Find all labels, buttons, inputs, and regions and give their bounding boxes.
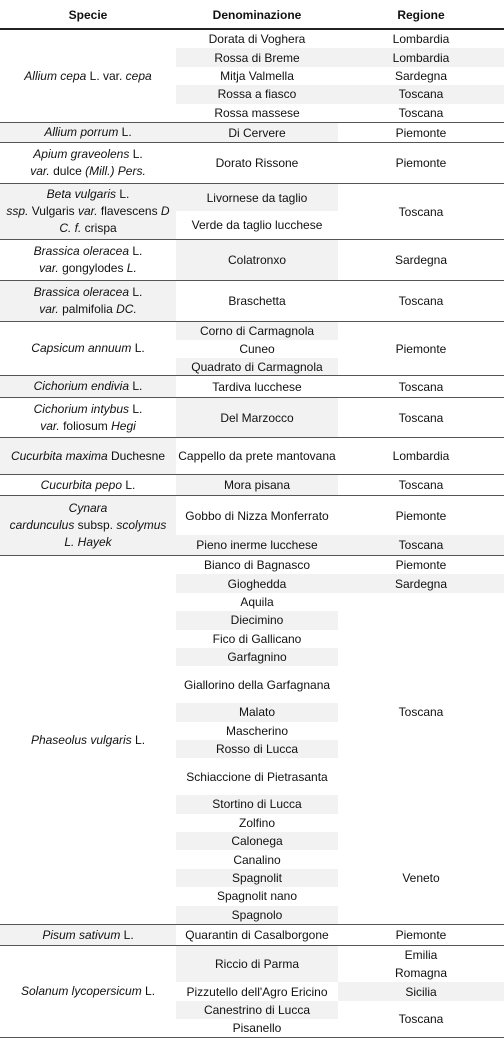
- region-name: Sardegna: [394, 68, 448, 83]
- region-cell: [338, 593, 504, 832]
- region-name: Sardegna: [394, 576, 448, 591]
- species-line: [33, 146, 142, 163]
- region-cell: [338, 1001, 504, 1037]
- species-qualifier: L.: [118, 125, 132, 139]
- region-cell: [338, 322, 504, 375]
- species-cell: [0, 123, 176, 142]
- species-name: Cichorium intybus: [33, 401, 130, 416]
- region-cell: [338, 574, 504, 592]
- species-cell: [0, 946, 176, 1037]
- denomination-cell: Fico di Gallicano: [212, 631, 302, 646]
- denomination-cell: Quarantin di Casalborgone: [185, 928, 329, 942]
- species-qualifier: L.: [129, 401, 143, 416]
- species-name: Solanum lycopersicum: [20, 984, 142, 998]
- denomination-cell: Garfagnino: [176, 648, 338, 666]
- species-qualifier: L.: [141, 984, 156, 998]
- region-cell: [338, 123, 504, 142]
- region-cell: [338, 30, 504, 48]
- header-region: Regione: [338, 4, 504, 26]
- species-qualifier: flavescens: [100, 204, 158, 218]
- region-name: Veneto: [402, 871, 440, 885]
- species-line: [64, 534, 111, 551]
- denomination-cell: Canestrino di Lucca: [176, 1001, 338, 1019]
- species-line: [6, 203, 169, 220]
- species-name: Capsicum annuum: [31, 341, 132, 355]
- region-cell: [338, 184, 504, 239]
- species-qualifier: L.: [120, 927, 134, 942]
- region-name: Toscana: [398, 379, 444, 394]
- species-line: [31, 340, 144, 357]
- species-name: var.: [40, 418, 64, 433]
- species-line: [34, 284, 143, 301]
- denomination-cell: Pieno inerme lucchese: [176, 535, 338, 555]
- species-qualifier: L.: [129, 285, 143, 299]
- species-name: Cynara: [68, 501, 108, 515]
- denomination-cell: Dorata di Voghera: [208, 32, 306, 47]
- species-name: Brassica oleracea: [33, 285, 130, 299]
- denomination-cell: Bianco di Bagnasco: [203, 558, 311, 573]
- species-cell: [0, 398, 176, 437]
- species-cell: [0, 496, 176, 555]
- species-name: Cucurbita pepo: [40, 477, 123, 492]
- region-name: Piemonte: [395, 125, 447, 140]
- region-name: Romagna: [394, 966, 448, 980]
- species-line: [34, 378, 143, 395]
- denomination-cell: Zolfino: [238, 815, 276, 830]
- region-name: Piemonte: [395, 508, 447, 523]
- denomination-cell: Rossa di Breme: [176, 48, 338, 66]
- species-qualifier: L.: [131, 732, 146, 747]
- species-name: Brassica oleracea: [33, 244, 130, 258]
- species-cell: [0, 240, 176, 280]
- region-name: Sardegna: [394, 253, 448, 267]
- denomination-cell: Di Cervere: [176, 123, 338, 142]
- species-qualifier: L.: [129, 147, 143, 161]
- species-line: [47, 186, 130, 203]
- denomination-cell: Livornese da taglio: [176, 184, 338, 211]
- species-name: var.: [39, 302, 63, 316]
- species-line: [42, 927, 133, 944]
- region-cell: [338, 496, 504, 535]
- species-name: L. Hayek: [64, 535, 112, 549]
- denomination-cell: Diecimino: [176, 611, 338, 629]
- region-cell: [338, 143, 504, 183]
- region-name: Piemonte: [395, 156, 447, 170]
- species-line: [21, 983, 155, 1000]
- species-name: var.: [39, 261, 63, 275]
- denomination-cell: Rosso di Lucca: [176, 740, 338, 758]
- species-qualifier: palmifolia: [62, 302, 113, 316]
- species-line: [44, 124, 131, 141]
- denomination-cell: Colatronxo: [176, 240, 338, 280]
- region-name: Toscana: [398, 204, 444, 219]
- species-qualifier: dulce: [53, 164, 82, 178]
- species-line: [59, 220, 116, 237]
- species-line: [31, 732, 145, 749]
- region-cell: [338, 925, 504, 945]
- denomination-cell: Mascherino: [225, 723, 289, 738]
- denomination-cell: Malato: [176, 703, 338, 721]
- species-qualifier: L.: [131, 341, 145, 355]
- species-name: Allium cepa: [24, 68, 87, 83]
- species-line: [11, 448, 165, 465]
- species-name: Beta vulgaris: [46, 187, 117, 201]
- region-name: Toscana: [398, 105, 444, 120]
- region-name: Lombardia: [392, 449, 450, 463]
- header-species: Specie: [0, 4, 176, 26]
- region-cell: [338, 240, 504, 280]
- species-name: Cucurbita maxima: [10, 448, 108, 463]
- species-cell: [0, 184, 176, 239]
- denomination-cell: Verde da taglio lucchese: [191, 218, 323, 232]
- denomination-cell: Rossa a fiasco: [176, 85, 338, 103]
- species-line: [40, 418, 136, 435]
- species-name: L.: [123, 261, 137, 275]
- region-name: Toscana: [398, 410, 444, 425]
- region-name: Lombardia: [392, 50, 450, 65]
- region-cell: [338, 982, 504, 1001]
- region-name: Toscana: [398, 538, 444, 552]
- denomination-cell: Dorato Rissone: [215, 156, 299, 170]
- denomination-cell: Gioghedda: [176, 574, 338, 592]
- species-name: (Mill.) Pers.: [81, 164, 146, 178]
- denomination-cell: Del Marzocco: [176, 398, 338, 437]
- denomination-cell: Cuneo: [239, 342, 275, 356]
- denomination-cell: Giallorino della Garfagnana: [183, 677, 331, 692]
- region-cell: [338, 556, 504, 574]
- region-name: Piemonte: [395, 558, 447, 573]
- species-name: cardunculus: [9, 518, 75, 532]
- region-cell: [338, 85, 504, 103]
- denomination-cell: Corno di Carmagnola: [176, 322, 338, 340]
- species-name: Cichorium endivia: [33, 379, 130, 393]
- region-name: Toscana: [398, 1012, 444, 1026]
- species-cell: [0, 30, 176, 122]
- denomination-cell: Schiaccione di Pietrasanta: [186, 769, 328, 784]
- denomination-cell: Spagnolo: [176, 906, 338, 924]
- species-name: Phaseolus vulgaris: [30, 732, 132, 747]
- region-cell: [338, 281, 504, 321]
- species-qualifier: foliosum: [63, 418, 108, 433]
- region-name: Toscana: [398, 705, 444, 720]
- species-name: Apium graveolens: [33, 147, 130, 161]
- species-qualifier: L.: [116, 187, 130, 201]
- region-cell: [338, 946, 504, 982]
- species-name: Hegi: [107, 418, 136, 433]
- species-cell: [0, 925, 176, 945]
- species-name: Allium porrum: [44, 125, 119, 139]
- species-line: [34, 243, 143, 260]
- region-name: Lombardia: [392, 32, 450, 47]
- species-cell: [0, 475, 176, 495]
- species-line: [24, 68, 151, 85]
- species-cell: [0, 438, 176, 474]
- region-name: Toscana: [398, 478, 444, 492]
- species-name: cepa: [125, 68, 152, 83]
- species-name: C. f.: [59, 221, 85, 235]
- denomination-cell: Spagnolit: [176, 869, 338, 887]
- header-denomination: Denominazione: [176, 4, 338, 26]
- species-name: DC.: [112, 302, 137, 316]
- species-line: [69, 500, 108, 517]
- species-qualifier: subsp.: [74, 518, 117, 532]
- species-line: [30, 163, 146, 180]
- species-qualifier: Duchesne: [107, 448, 166, 463]
- species-cell: [0, 143, 176, 183]
- denomination-cell: Gobbo di Nizza Monferrato: [185, 508, 329, 523]
- species-cell: [0, 281, 176, 321]
- region-cell: [338, 398, 504, 437]
- denomination-cell: Braschetta: [228, 294, 286, 308]
- species-line: [39, 301, 137, 318]
- species-qualifier: L. var.: [86, 68, 126, 83]
- species-line: [39, 260, 137, 277]
- region-name: Toscana: [398, 294, 444, 308]
- denomination-cell: Aquila: [240, 594, 274, 609]
- denomination-cell: Quadrato di Carmagnola: [176, 358, 338, 375]
- species-qualifier: L.: [122, 477, 136, 492]
- species-name: D: [157, 204, 170, 218]
- denomination-cell: Riccio di Parma: [176, 946, 338, 982]
- region-cell: [338, 438, 504, 474]
- species-cell: [0, 376, 176, 397]
- denomination-cell: Stortino di Lucca: [176, 795, 338, 813]
- species-qualifier: L.: [129, 244, 143, 258]
- species-name: ssp.: [6, 204, 32, 218]
- species-line: [10, 517, 167, 534]
- region-name: Piemonte: [395, 341, 447, 356]
- region-name: Toscana: [398, 87, 444, 102]
- region-name: Emilia: [404, 948, 438, 962]
- denomination-cell: Pisanello: [232, 1021, 282, 1035]
- region-cell: [338, 535, 504, 555]
- denomination-cell: Canalino: [233, 852, 281, 867]
- species-name: scolymus: [116, 518, 167, 532]
- region-cell: [338, 832, 504, 924]
- region-name: Sicilia: [405, 984, 437, 999]
- species-line: [34, 401, 143, 418]
- species-name: Pisum sativum: [42, 927, 121, 942]
- species-name: var.: [74, 204, 101, 218]
- species-cell: [0, 322, 176, 375]
- region-cell: [338, 376, 504, 397]
- species-qualifier: crispa: [84, 221, 117, 235]
- denomination-cell: Mora pisana: [176, 475, 338, 495]
- denomination-cell: Calonega: [176, 832, 338, 850]
- species-qualifier: Vulgaris: [31, 204, 75, 218]
- species-line: [41, 477, 136, 494]
- region-cell: [338, 67, 504, 85]
- region-cell: [338, 475, 504, 495]
- species-name: var.: [30, 164, 54, 178]
- denomination-cell: Rossa massese: [214, 105, 300, 120]
- denomination-cell: Spagnolit nano: [216, 889, 298, 904]
- species-qualifier: gongylodes: [62, 261, 124, 275]
- denomination-cell: Cappello da prete mantovana: [178, 449, 336, 463]
- region-cell: [338, 104, 504, 122]
- denomination-cell: Pizzutello dell'Agro Ericino: [186, 984, 328, 999]
- denomination-cell: Mitja Valmella: [220, 68, 294, 83]
- region-name: Piemonte: [395, 928, 447, 942]
- species-qualifier: L.: [129, 379, 143, 393]
- species-cell: [0, 556, 176, 924]
- denomination-cell: Tardiva lucchese: [212, 379, 302, 394]
- region-cell: [338, 48, 504, 66]
